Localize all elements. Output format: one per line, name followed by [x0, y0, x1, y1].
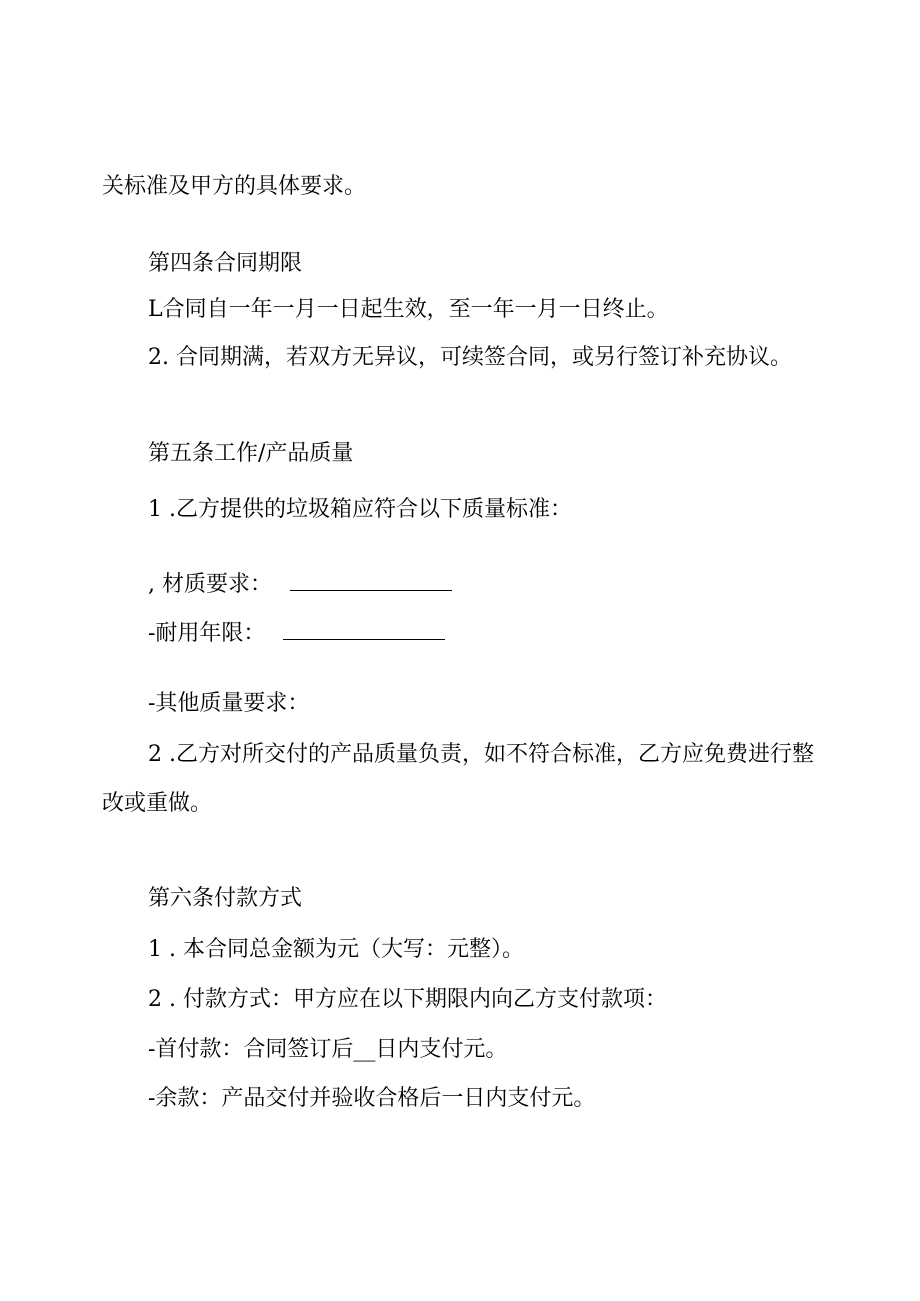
section-heading-product-quality: 第五条工作/产品质量	[148, 441, 354, 466]
clause-quality-2: 2 .乙方对所交付的产品质量负责，如不符合标准，乙方应免费进行整	[148, 742, 814, 767]
section-heading-payment: 第六条付款方式	[148, 886, 303, 911]
section-heading-contract-term: 第四条合同期限	[148, 251, 303, 276]
quality-material-blank	[290, 572, 452, 591]
quality-material-row	[148, 571, 452, 599]
clause-term-2: 2. 合同期满，若双方无异议，可续签合同，或另行签订补充协议。	[148, 345, 792, 370]
clause-payment-1: 1 . 本合同总金额为元（大写：元整）。	[148, 937, 524, 962]
quality-durability-label: -耐用年限：	[148, 621, 266, 646]
quality-durability-blank	[283, 621, 445, 640]
payment-balance: -余款：产品交付并验收合格后一日内支付元。	[148, 1086, 596, 1111]
quality-durability-row	[148, 620, 445, 648]
clause-term-1: L合同自一年一月一日起生效，至一年一月一日终止。	[148, 297, 669, 322]
clause-quality-2-continuation: 改或重做。	[102, 791, 213, 816]
quality-material-label: , 材质要求：	[148, 572, 272, 597]
payment-first-installment: -首付款：合同签订后__日内支付元。	[148, 1037, 508, 1062]
text-line-standards-continuation: 关标准及甲方的具体要求。	[102, 174, 367, 199]
clause-quality-1: 1 .乙方提供的垃圾箱应符合以下质量标准：	[148, 497, 572, 522]
quality-other-label: -其他质量要求：	[148, 691, 310, 716]
clause-payment-2: 2 . 付款方式：甲方应在以下期限内向乙方支付款项：	[148, 987, 667, 1012]
